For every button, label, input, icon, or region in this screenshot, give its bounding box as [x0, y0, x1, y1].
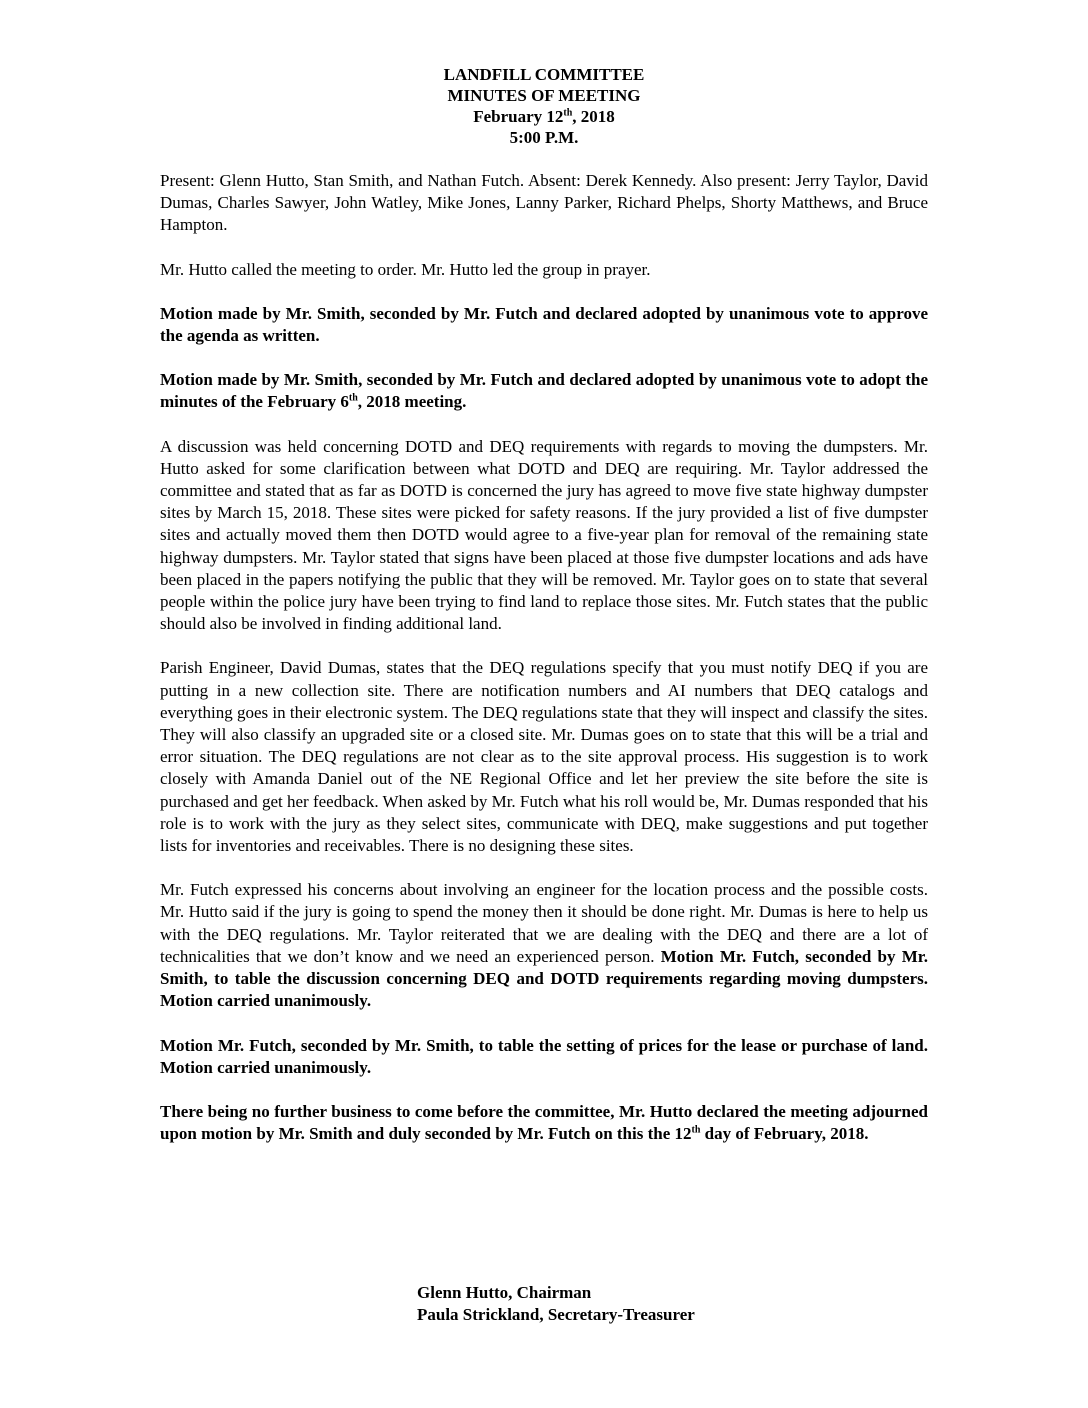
meeting-time: 5:00 P.M.: [509, 128, 579, 147]
signature-block: [417, 1282, 695, 1326]
motion-agenda-paragraph: Motion made by Mr. Smith, seconded by Mr. Futch and declared adopted by unanimous vote to approve the agenda as written.: [160, 303, 928, 346]
dotd-discussion-paragraph: A discussion was held concerning DOTD and DEQ requirements with regards to moving the dumpsters. Mr. Hutto asked for some clarification between what DOTD and DEQ are requiring. Mr. Taylor addressed the committee and stated that as far as DOTD is concerned the jury has agreed to move five state highway dumpster sites by March 15, 2018. These sites were picked for safety reasons. If the jury provided a list of five dumpster sites and actually moved them then DOTD would agree to a five-year plan for removal of the remaining state highway dumpsters. Mr. Taylor stated that signs have been placed at those five dumpster locations and ads have been placed in the papers notifying the public that they will be removed. Mr. Taylor goes on to state that several people within the police jury have been trying to find land to replace those sites. Mr. Futch states that the public should also be involved in finding additional land.: [160, 436, 928, 634]
call-to-order-paragraph: Mr. Hutto called the meeting to order. Mr. Hutto led the group in prayer.: [160, 259, 651, 279]
costs-discussion-paragraph: Mr. Futch expressed his concerns about involving an engineer for the location process and the possible costs. Mr. Hutto said if the jury is going to spend the money then it should be done right. Mr. Dumas is here to help us with the DEQ regulations. Mr. Taylor reiterated that we are dealing with the DEQ and there are a lot of technicalities that we don’t know and we need an experienced person. Motion Mr. Futch, seconded by Mr. Smith, to table the discussion concerning DEQ and DOTD requirements regarding moving dumpsters. Motion carried unanimously.: [160, 880, 928, 1011]
document-header: [160, 64, 928, 148]
deq-discussion-paragraph: Parish Engineer, David Dumas, states that the DEQ regulations specify that you must notify DEQ if you are putting in a new collection site. There are notification numbers and AI numbers that DEQ catalogs and everything goes in their electronic system. The DEQ regulations state that they will inspect and classify the sites. They will also classify an upgraded site or a closed site. Mr. Dumas goes on to state that this will be a trial and error situation. The DEQ regulations are not clear as to the site approval process. His suggestion is to work closely with Amanda Daniel out of the NE Regional Office and let her preview the site before the site is purchased and get her feedback. When asked by Mr. Futch what his roll would be, Mr. Dumas responded that his role is to work with the jury as they select sites, communicate with DEQ, make suggestions and put together lists for inventories and receivables. There is no designing these sites.: [160, 658, 928, 856]
secretary-signature: Paula Strickland, Secretary-Treasurer: [417, 1305, 695, 1324]
motion-minutes-paragraph: Motion made by Mr. Smith, seconded by Mr. Futch and declared adopted by unanimous vote to adopt the minutes of the February 6th, 2018 meeting.: [160, 370, 928, 412]
chairman-signature: Glenn Hutto, Chairman: [417, 1283, 592, 1302]
adjournment-paragraph: There being no further business to come before the committee, Mr. Hutto declared the meeting adjourned upon motion by Mr. Smith and duly seconded by Mr. Futch on this the 12th day of February, 2018.: [160, 1101, 928, 1144]
document-title: MINUTES OF MEETING: [447, 86, 641, 105]
table-discussion-motion: Motion Mr. Futch, seconded by Mr. Smith, to table the discussion concerning DEQ and DOTD requirements regarding moving dumpsters. Motion carried unanimously.: [160, 946, 928, 1011]
minutes-document: [160, 64, 928, 1167]
motion-prices-paragraph: Motion Mr. Futch, seconded by Mr. Smith, to table the setting of prices for the lease or purchase of land. Motion carried unanimously.: [160, 1035, 928, 1077]
meeting-date: February 12th, 2018: [473, 107, 615, 126]
committee-title: LANDFILL COMMITTEE: [443, 65, 645, 84]
attendance-paragraph: Present: Glenn Hutto, Stan Smith, and Nathan Futch. Absent: Derek Kennedy. Also present: Jerry Taylor, David Dumas, Charles Sawyer, John Watley, Mike Jones, Lanny Parker, Richard Phelps, Shorty Matthews, and Bruce Hampton.: [160, 171, 928, 235]
